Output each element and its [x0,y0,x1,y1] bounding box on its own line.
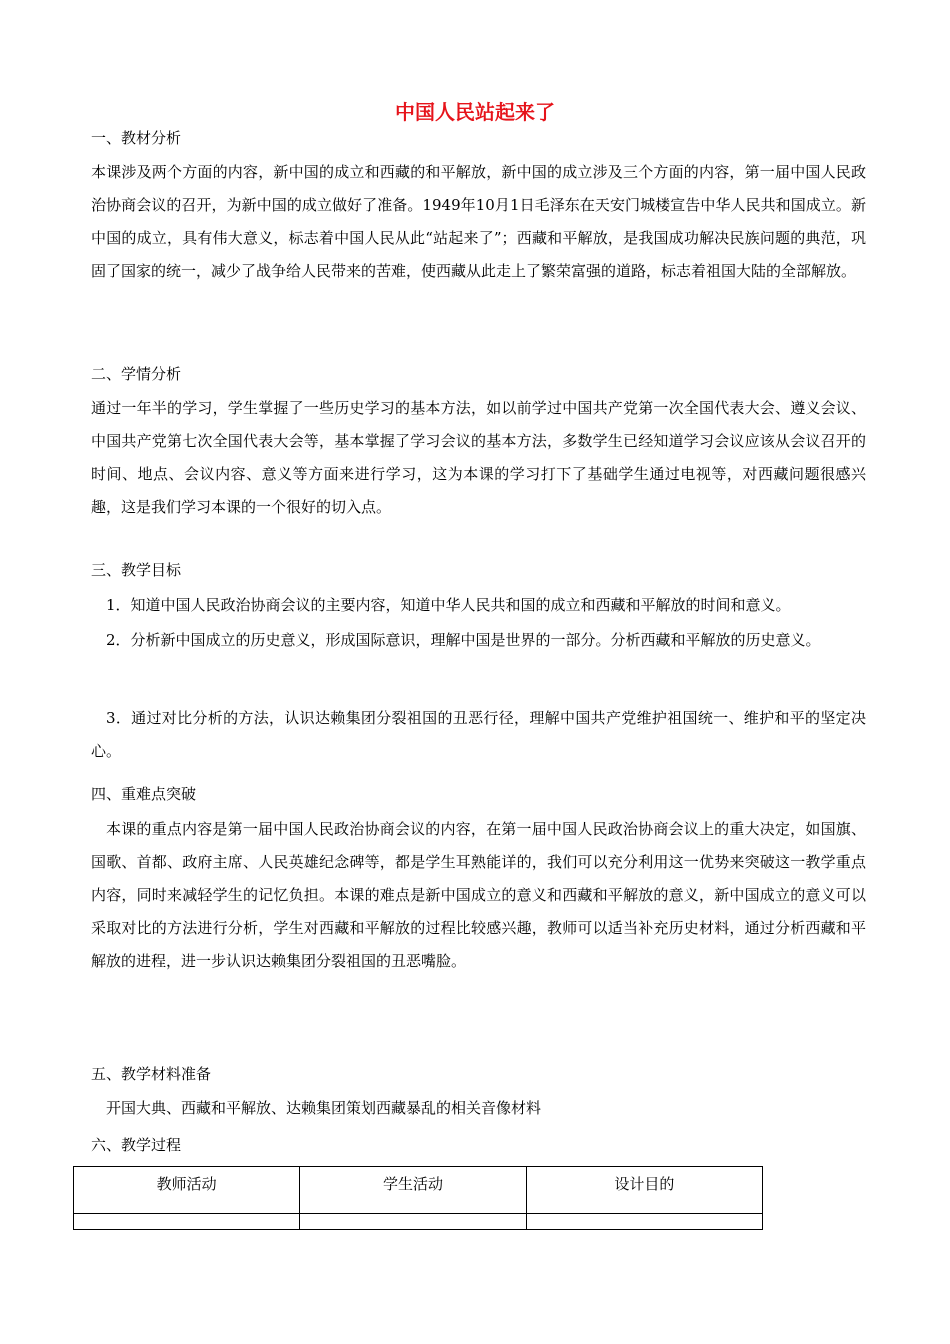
goal-item-3: 3．通过对比分析的方法，认识达赖集团分裂祖国的丑恶行径，理解中国共产党维护祖国统一、维护和平的坚定决心。 [91,709,866,760]
goal-item-2: 2．分析新中国成立的历史意义，形成国际意识，理解中国是世界的一部分。分析西藏和平解放的历史意义。 [106,631,821,649]
page-title: 中国人民站起来了 [395,100,555,124]
section-heading-teaching-process: 六、教学过程 [91,1136,182,1154]
table-header-teacher: 教师活动 [74,1167,300,1214]
section-paragraph-student-analysis: 通过一年半的学习，学生掌握了一些历史学习的基本方法，如以前学过中国共产党第一次全国代表大会、遵义会议、中国共产党第七次全国代表大会等，基本掌握了学习会议的基本方法，多数学生已经知道学习会议应该从会议召开的时间、地点、会议内容、意义等方面来进行学习，这为本课的学习打下了基础学生通过电视等，对西藏问题很感兴趣，这是我们学习本课的一个很好的切入点。 [91,399,866,516]
section-heading-student-analysis: 二、学情分析 [91,365,182,383]
section-heading-key-points: 四、重难点突破 [91,785,197,803]
section-heading-materials: 五、教学材料准备 [91,1065,212,1083]
table-cell [74,1214,300,1230]
section-paragraph-materials: 开国大典、西藏和平解放、达赖集团策划西藏暴乱的相关音像材料 [106,1099,542,1117]
section-heading-teaching-goals: 三、教学目标 [91,561,182,579]
table-cell [300,1214,526,1230]
table-row [74,1214,763,1230]
table-header-purpose: 设计目的 [526,1167,762,1214]
section-paragraph-key-points: 本课的重点内容是第一届中国人民政治协商会议的内容，在第一届中国人民政治协商会议上的重大决定，如国旗、国歌、首都、政府主席、人民英雄纪念碑等，都是学生耳熟能详的，我们可以充分利用这一优势来突破这一教学重点内容，同时来减轻学生的记忆负担。本课的难点是新中国成立的意义和西藏和平解放的意义，新中国成立的意义可以采取对比的方法进行分析，学生对西藏和平解放的过程比较感兴趣，教师可以适当补充历史材料，通过分析西藏和平解放的进程，进一步认识达赖集团分裂祖国的丑恶嘴脸。 [91,820,866,970]
teaching-process-table [73,1166,763,1230]
section-paragraph-material-analysis: 本课涉及两个方面的内容，新中国的成立和西藏的和平解放，新中国的成立涉及三个方面的内容，第一届中国人民政治协商会议的召开，为新中国的成立做好了准备。1949年10月1日毛泽东在天安门城楼宣告中华人民共和国成立。新中国的成立，具有伟大意义，标志着中国人民从此“站起来了”；西藏和平解放，是我国成功解决民族问题的典范，巩固了国家的统一，减少了战争给人民带来的苦难，使西藏从此走上了繁荣富强的道路，标志着祖国大陆的全部解放。 [91,163,866,280]
table-header-student: 学生活动 [300,1167,526,1214]
section-heading-material-analysis: 一、教材分析 [91,129,182,147]
table-header-row [74,1167,763,1214]
table-cell [526,1214,762,1230]
goal-item-1: 1．知道中国人民政治协商会议的主要内容，知道中华人民共和国的成立和西藏和平解放的时间和意义。 [106,596,791,614]
